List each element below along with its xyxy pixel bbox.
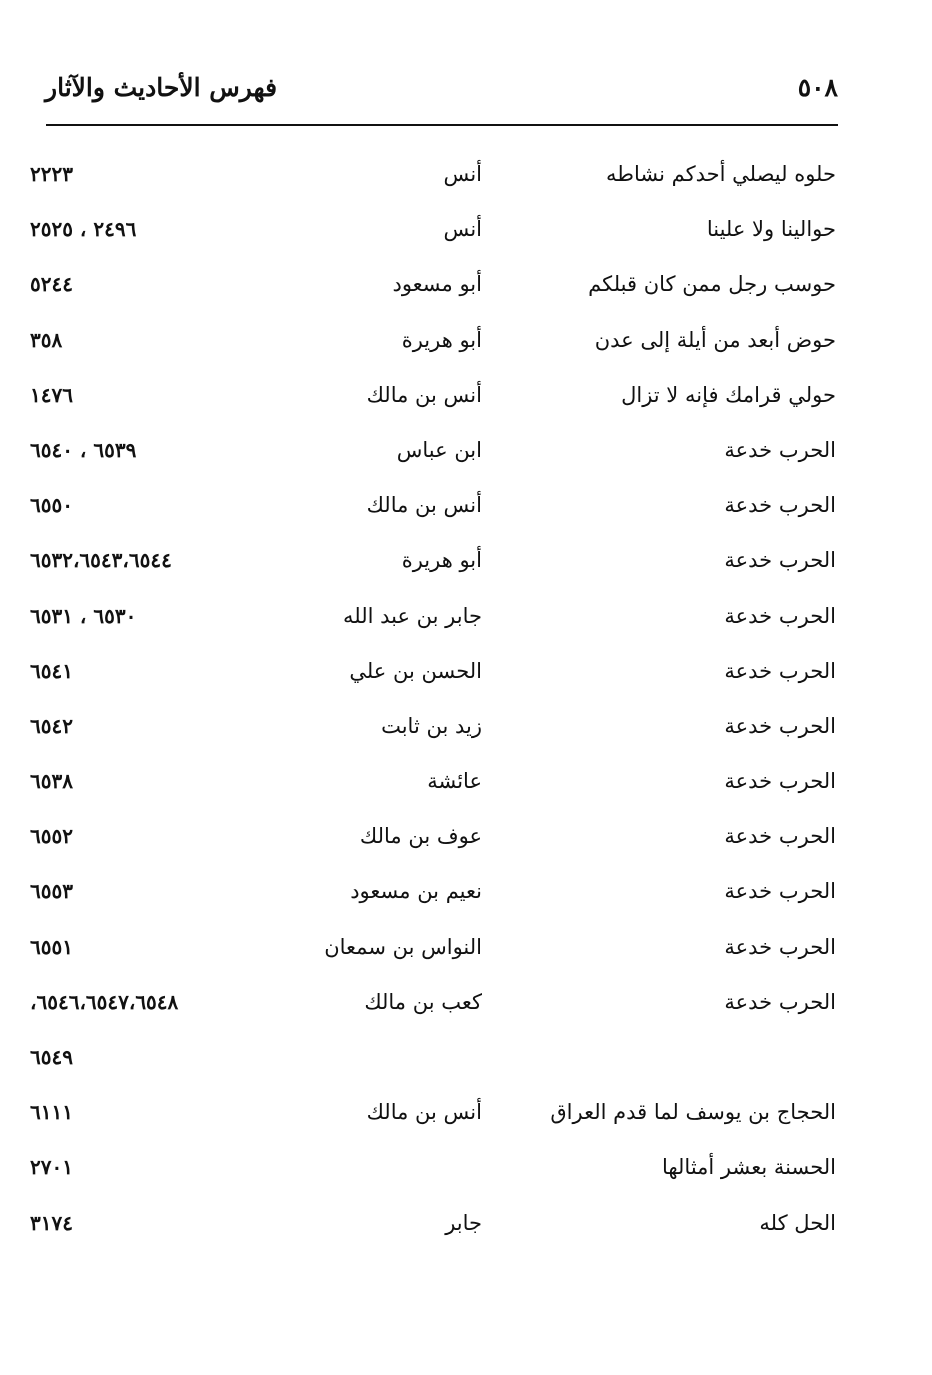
- running-head-title: فهرس الأحاديث والآثار: [45, 73, 278, 102]
- index-row: [0, 1197, 932, 1252]
- narrator-name: أنس: [443, 217, 482, 242]
- hadith-numbers: ١٤٧٦: [30, 382, 73, 407]
- index-row: [0, 865, 932, 920]
- narrator-name: الحسن بن علي: [349, 658, 482, 683]
- hadith-numbers: ٢٢٢٣: [30, 162, 73, 186]
- index-row: [0, 1031, 932, 1086]
- hadith-numbers: ٢٤٩٦ ، ٢٥٢٥: [30, 217, 137, 242]
- hadith-numbers: ٦٥٣٨: [30, 769, 73, 794]
- narrator-name: [282, 1147, 482, 1187]
- index-row: [0, 976, 932, 1031]
- hadith-text: الحرب خدعة: [724, 879, 836, 904]
- index-row: [0, 314, 932, 369]
- hadith-numbers: ٦٥٣٢،٦٥٤٣،٦٥٤٤: [30, 548, 172, 573]
- hadith-numbers: ٦٥٤٩: [30, 1045, 73, 1069]
- hadith-numbers: ٦٥٣٠ ، ٦٥٣١: [30, 603, 137, 628]
- hadith-numbers: ٦٥٥٢: [30, 824, 73, 849]
- narrator-name: أبو مسعود: [392, 272, 482, 297]
- hadith-text: الحجاج بن يوسف لما قدم العراق: [550, 1100, 836, 1125]
- index-row: [0, 479, 932, 534]
- index-row: [0, 921, 932, 976]
- narrator-name: أنس بن مالك: [366, 493, 482, 518]
- header-divider: [46, 124, 838, 126]
- hadith-text: حوالينا ولا علينا: [706, 217, 836, 242]
- narrator-name: أبو هريرة: [401, 327, 482, 352]
- hadith-text: الحرب خدعة: [724, 769, 836, 794]
- narrator-name: نعيم بن مسعود: [350, 879, 482, 904]
- index-row: [0, 148, 932, 203]
- hadith-numbers: ٦٥٤٦،٦٥٤٧،٦٥٤٨،: [30, 989, 179, 1014]
- hadith-text: الحرب خدعة: [724, 824, 836, 849]
- index-row: [0, 590, 932, 645]
- index-table: [0, 148, 932, 1252]
- hadith-numbers: ٦٥٤٢: [30, 713, 73, 738]
- hadith-text: [516, 1037, 836, 1077]
- narrator-name: عوف بن مالك: [359, 824, 482, 849]
- index-row: [0, 203, 932, 258]
- index-row: [0, 424, 932, 479]
- hadith-text: الحرب خدعة: [724, 493, 836, 518]
- hadith-numbers: ٥٢٤٤: [30, 272, 73, 297]
- narrator-name: أنس بن مالك: [366, 1100, 482, 1125]
- narrator-name: جابر بن عبد الله: [342, 603, 482, 628]
- index-row: [0, 1086, 932, 1141]
- hadith-text: حوض أبعد من أيلة إلى عدن: [594, 327, 836, 352]
- hadith-text: الحرب خدعة: [724, 658, 836, 683]
- hadith-text: الحرب خدعة: [724, 989, 836, 1014]
- narrator-name: النواس بن سمعان: [324, 934, 482, 959]
- narrator-name: [282, 1037, 482, 1077]
- narrator-name: عائشة: [427, 769, 482, 794]
- narrator-name: أبو هريرة: [401, 548, 482, 573]
- index-row: [0, 645, 932, 700]
- narrator-name: أنس بن مالك: [366, 382, 482, 407]
- narrator-name: ابن عباس: [396, 437, 482, 462]
- hadith-text: الحرب خدعة: [724, 437, 836, 462]
- index-row: [0, 755, 932, 810]
- index-row: [0, 810, 932, 865]
- hadith-text: حوسب رجل ممن كان قبلكم: [588, 272, 836, 297]
- hadith-text: الحرب خدعة: [724, 548, 836, 573]
- hadith-numbers: ٦٥٥٠: [30, 493, 73, 518]
- hadith-numbers: ٦١١١: [30, 1100, 73, 1125]
- hadith-text: الحرب خدعة: [724, 934, 836, 959]
- hadith-text: الحل كله: [759, 1210, 836, 1235]
- hadith-text: حولي قرامك فإنه لا تزال: [621, 382, 836, 407]
- hadith-text: حلوه ليصلي أحدكم نشاطه: [606, 162, 836, 186]
- hadith-text: الحسنة بعشر أمثالها: [661, 1155, 836, 1180]
- hadith-numbers: ٦٥٥٣: [30, 879, 73, 904]
- hadith-numbers: ٢٧٠١: [30, 1155, 73, 1180]
- index-row: [0, 369, 932, 424]
- narrator-name: جابر: [445, 1210, 482, 1235]
- hadith-numbers: ٣٥٨: [30, 327, 63, 352]
- narrator-name: زيد بن ثابت: [381, 713, 482, 738]
- hadith-numbers: ٦٥٣٩ ، ٦٥٤٠: [30, 437, 137, 462]
- hadith-numbers: ٦٥٥١: [30, 934, 73, 959]
- narrator-name: أنس: [443, 162, 482, 186]
- hadith-numbers: ٦٥٤١: [30, 658, 73, 683]
- narrator-name: كعب بن مالك: [364, 989, 482, 1014]
- index-row: [0, 700, 932, 755]
- page-number: ٥٠٨: [797, 73, 838, 102]
- index-row: [0, 1141, 932, 1196]
- hadith-text: الحرب خدعة: [724, 713, 836, 738]
- index-row: [0, 258, 932, 313]
- hadith-text: الحرب خدعة: [724, 603, 836, 628]
- hadith-numbers: ٣١٧٤: [30, 1210, 73, 1235]
- index-row: [0, 534, 932, 589]
